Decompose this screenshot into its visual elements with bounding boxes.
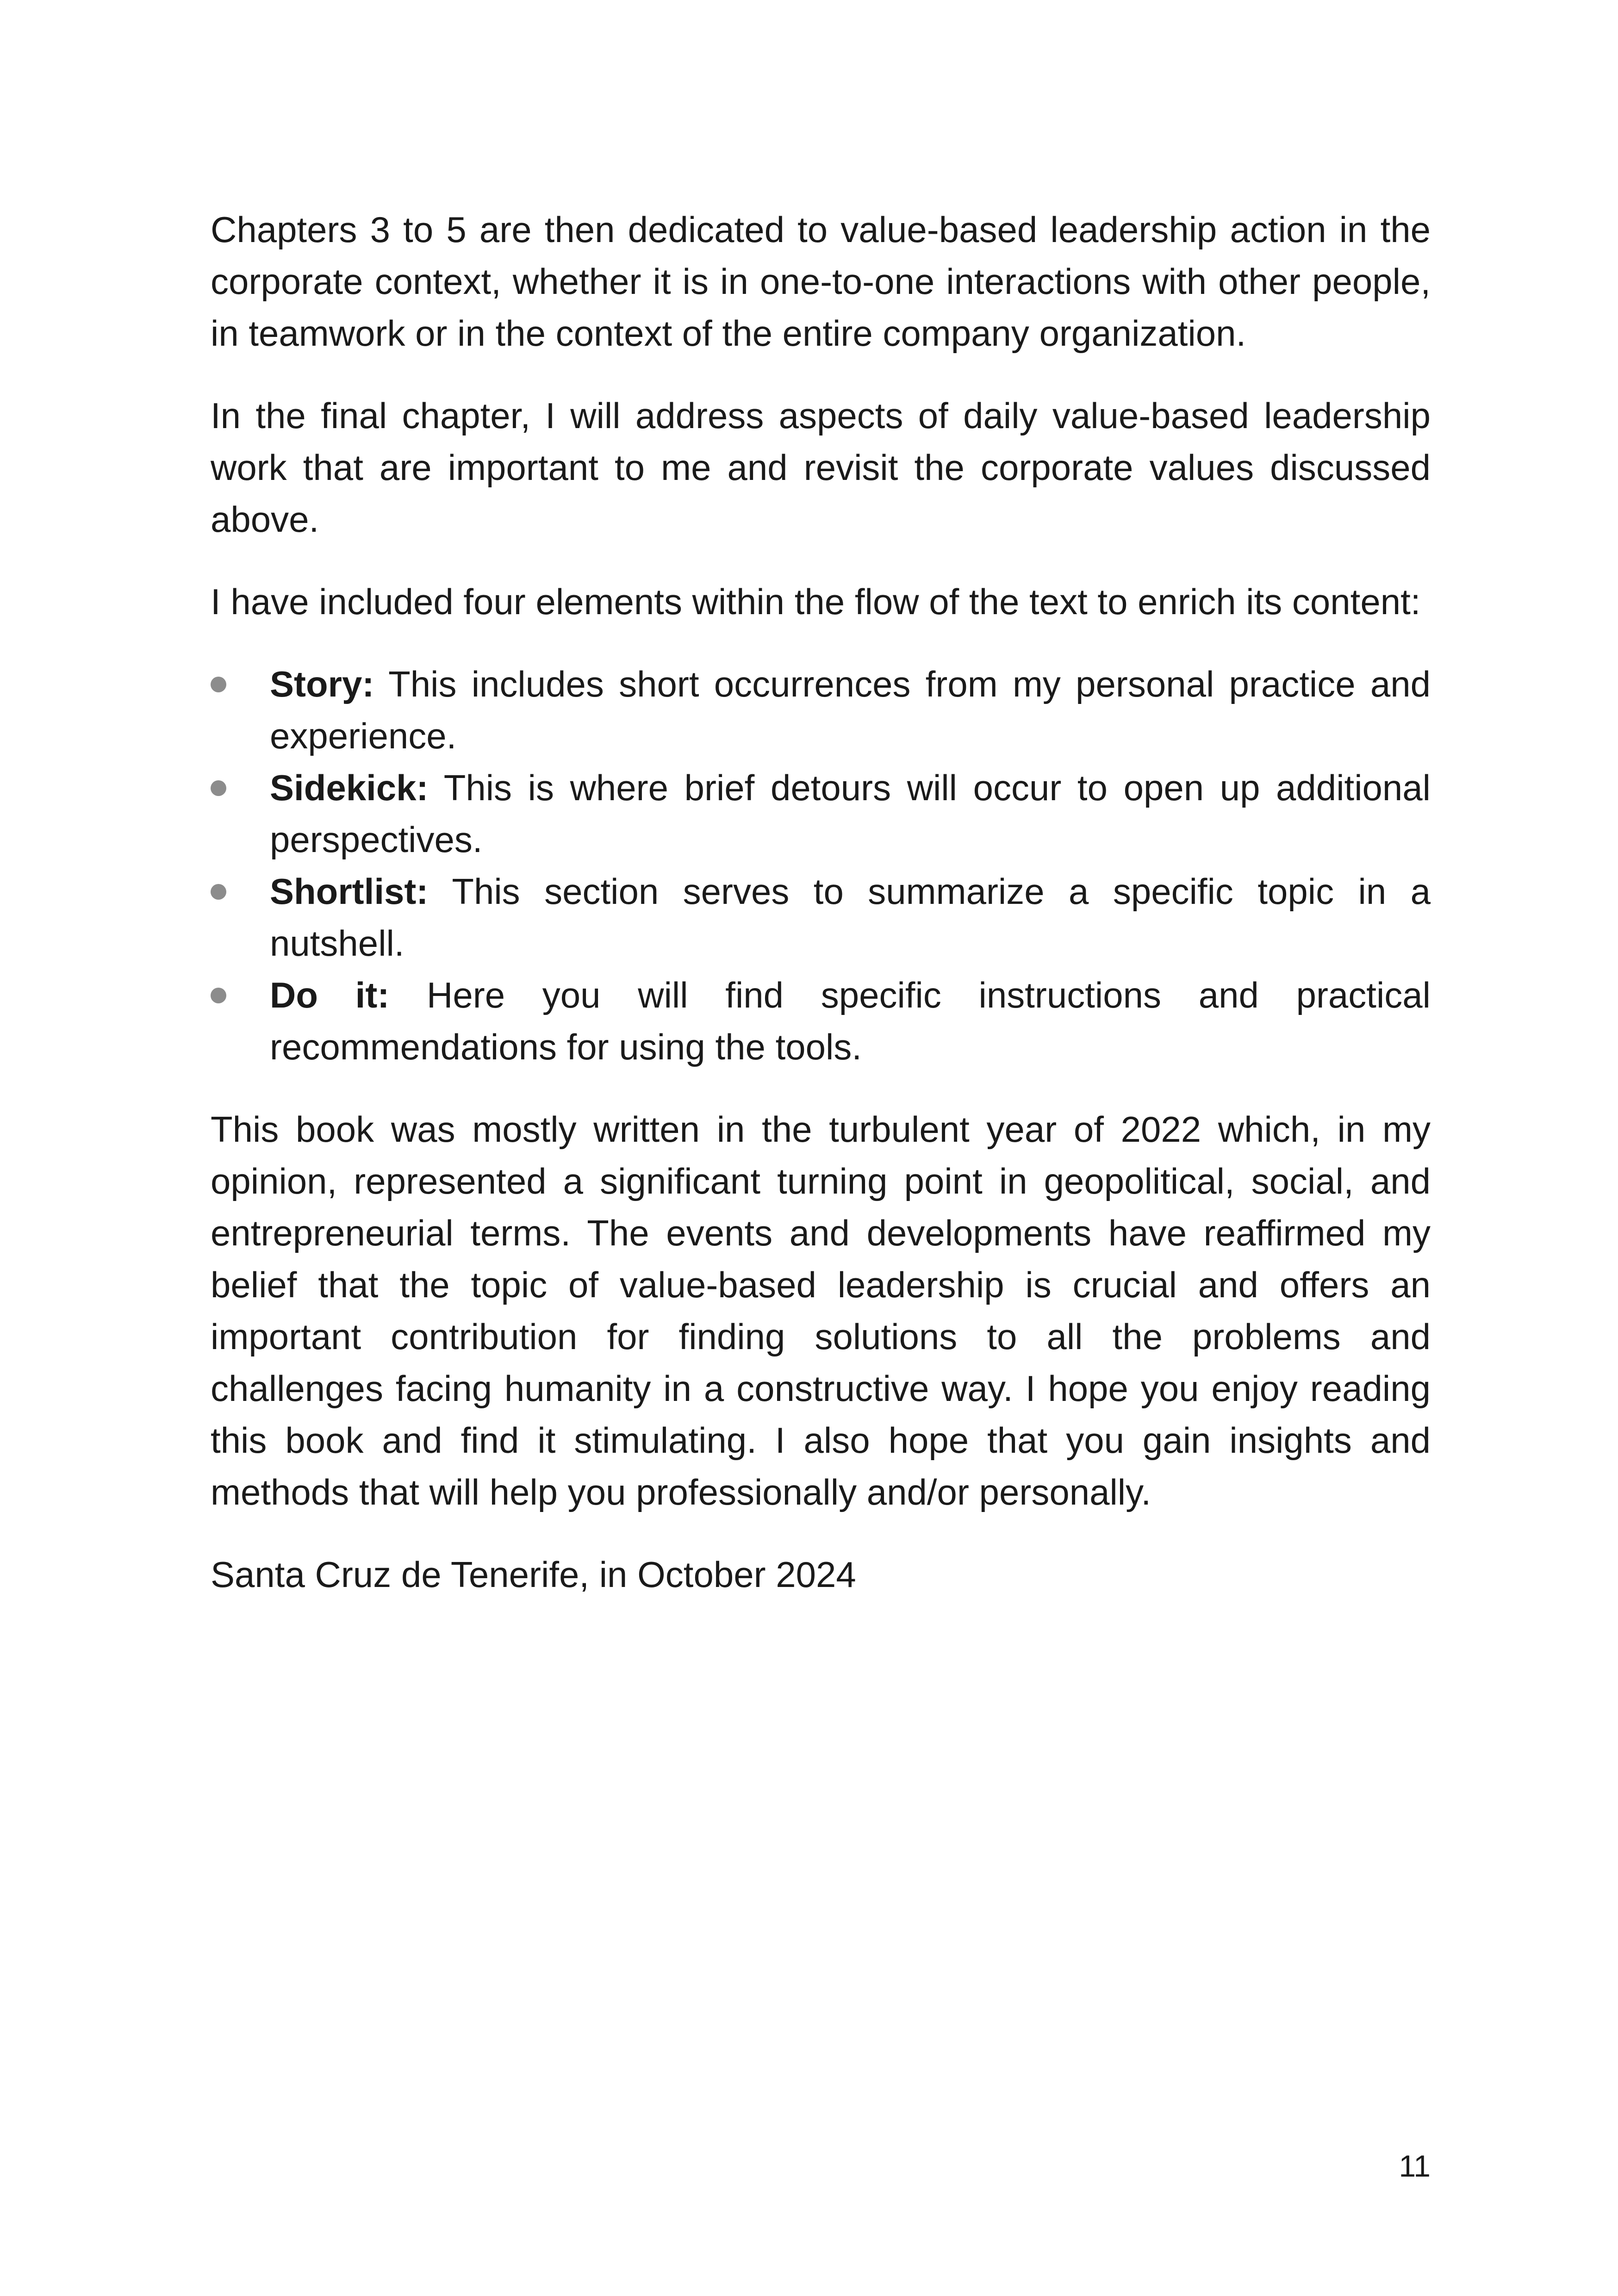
- list-item-term: Sidekick:: [270, 767, 429, 808]
- list-item-shortlist: [211, 865, 1431, 969]
- page-body: [211, 204, 1431, 1600]
- page-number: 11: [1399, 2149, 1431, 2183]
- elements-list: [211, 658, 1431, 1073]
- list-item-term: Do it:: [270, 975, 390, 1015]
- bullet-dot-icon: [211, 884, 226, 900]
- paragraph-final-chapter: In the final chapter, I will address aspects of daily value-based leadership work that are important to me and revisit the corporate values discussed above.: [211, 395, 1431, 540]
- bullet-dot-icon: [211, 988, 226, 1003]
- bullet-dot-icon: [211, 780, 226, 796]
- paragraph-closing: This book was mostly written in the turbulent year of 2022 which, in my opinion, represented a significant turning point in geopolitical, social, and entrepreneurial terms. The events and developments have reaffirmed my belief that the topic of value-based leadership is crucial and offers an important contribution for finding solutions to all the problems and challenges facing humanity in a constructive way. I hope you enjoy reading this book and find it stimulating. I also hope that you gain insights and methods that will help you professionally and/or personally.: [211, 1109, 1431, 1512]
- bullet-dot-icon: [211, 677, 226, 692]
- paragraph-chapters-overview: Chapters 3 to 5 are then dedicated to value-based leadership action in the corporate context, whether it is in one-to-one interactions with other people, in teamwork or in the context of the entire company organization.: [211, 209, 1431, 354]
- list-item-story: [211, 658, 1431, 762]
- list-item-text: Here you will find specific instructions and practical recommendations for using the tools.: [270, 975, 1431, 1067]
- list-item-do-it: [211, 969, 1431, 1073]
- paragraph-elements-intro: I have included four elements within the flow of the text to enrich its content:: [211, 581, 1421, 622]
- list-item-text: This section serves to summarize a specific topic in a nutshell.: [270, 871, 1431, 964]
- list-item-term: Shortlist:: [270, 871, 429, 912]
- list-item-text: This includes short occurrences from my personal practice and experience.: [270, 664, 1431, 756]
- signature-line: Santa Cruz de Tenerife, in October 2024: [211, 1554, 856, 1595]
- list-item-sidekick: [211, 762, 1431, 865]
- list-item-text: This is where brief detours will occur to open up additional perspectives.: [270, 767, 1431, 860]
- list-item-term: Story:: [270, 664, 374, 704]
